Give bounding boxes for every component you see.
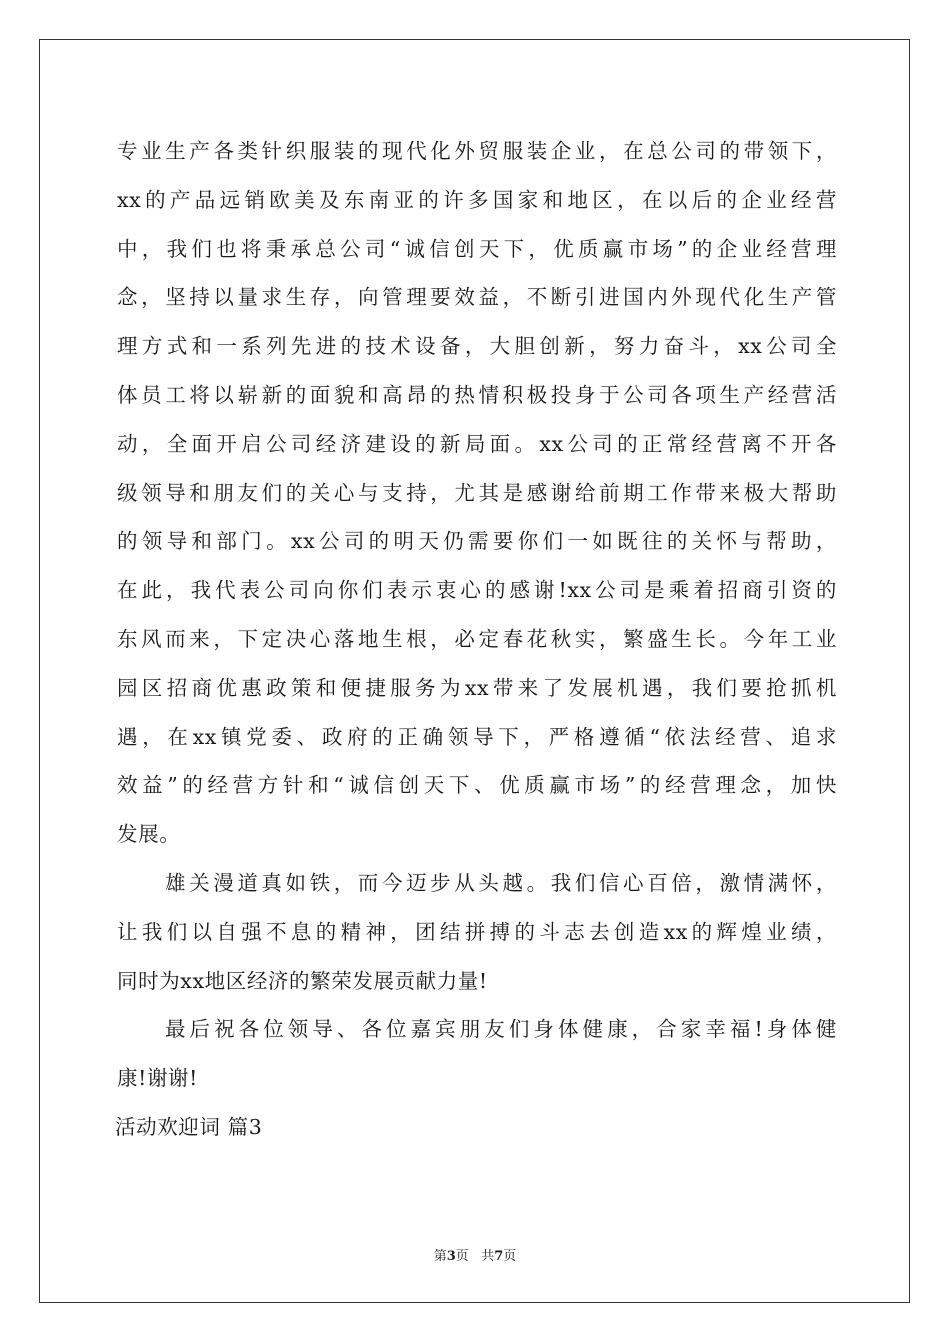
text-line: 园区招商优惠政策和便捷服务为xx带来了发展机遇，我们要抢抓机 <box>117 675 837 700</box>
section-heading: 活动欢迎词 篇3 <box>115 1114 263 1139</box>
paragraph-2 <box>117 859 837 1005</box>
text-line: 康!谢谢! <box>117 1066 198 1091</box>
text-line: 的领导和部门。xx公司的明天仍需要你们一如既往的关怀与帮助， <box>117 529 837 554</box>
text-line: 级领导和朋友们的关心与支持，尤其是感谢给前期工作带来极大帮助 <box>117 480 837 505</box>
text-line: 专业生产各类针织服装的现代化外贸服装企业，在总公司的带领下， <box>117 139 837 163</box>
text-line: 最后祝各位领导、各位嘉宾朋友们身体健康，合家幸福!身体健 <box>165 1017 837 1042</box>
paragraph-3 <box>117 1005 837 1103</box>
page-suffix: 页 <box>455 1249 469 1264</box>
text-line: 同时为xx地区经济的繁荣发展贡献力量! <box>117 968 488 993</box>
text-line: 雄关漫道真如铁，而今迈步从头越。我们信心百倍，激情满怀， <box>165 870 837 895</box>
text-line: 让我们以自强不息的精神，团结拼搏的斗志去创造xx的辉煌业绩， <box>117 919 837 944</box>
page-prefix: 第 <box>433 1249 447 1264</box>
text-line: 效益”的经营方针和“诚信创天下、优质赢市场”的经营理念，加快 <box>117 773 837 798</box>
paragraph-1 <box>117 127 837 859</box>
total-prefix: 共 <box>481 1249 495 1264</box>
text-line: 念，坚持以量求生存，向管理要效益，不断引进国内外现代化生产管 <box>117 285 837 310</box>
text-line: xx的产品远销欧美及东南亚的许多国家和地区，在以后的企业经营 <box>117 187 837 212</box>
total-pages: 7 <box>494 1249 504 1264</box>
total-suffix: 页 <box>503 1249 517 1264</box>
text-line: 在此，我代表公司向你们表示衷心的感谢!xx公司是乘着招商引资的 <box>117 578 837 603</box>
text-line: 遇，在xx镇党委、政府的正确领导下，严格遵循“依法经营、追求 <box>117 724 837 749</box>
document-body <box>117 127 837 1151</box>
page-footer <box>0 1245 950 1264</box>
text-line: 发展。 <box>117 822 181 847</box>
page-number: 3 <box>446 1249 456 1264</box>
text-line: 体员工将以崭新的面貌和高昂的热情积极投身于公司各项生产经营活 <box>117 382 837 407</box>
text-line: 理方式和一系列先进的技术设备，大胆创新，努力奋斗，xx公司全 <box>117 334 837 359</box>
text-line: 动，全面开启公司经济建设的新局面。xx公司的正常经营离不开各 <box>117 431 837 456</box>
text-line: 中，我们也将秉承总公司“诚信创天下，优质赢市场”的企业经营理 <box>117 236 837 261</box>
text-line: 东风而来，下定决心落地生根，必定春花秋实，繁盛生长。今年工业 <box>117 626 837 651</box>
